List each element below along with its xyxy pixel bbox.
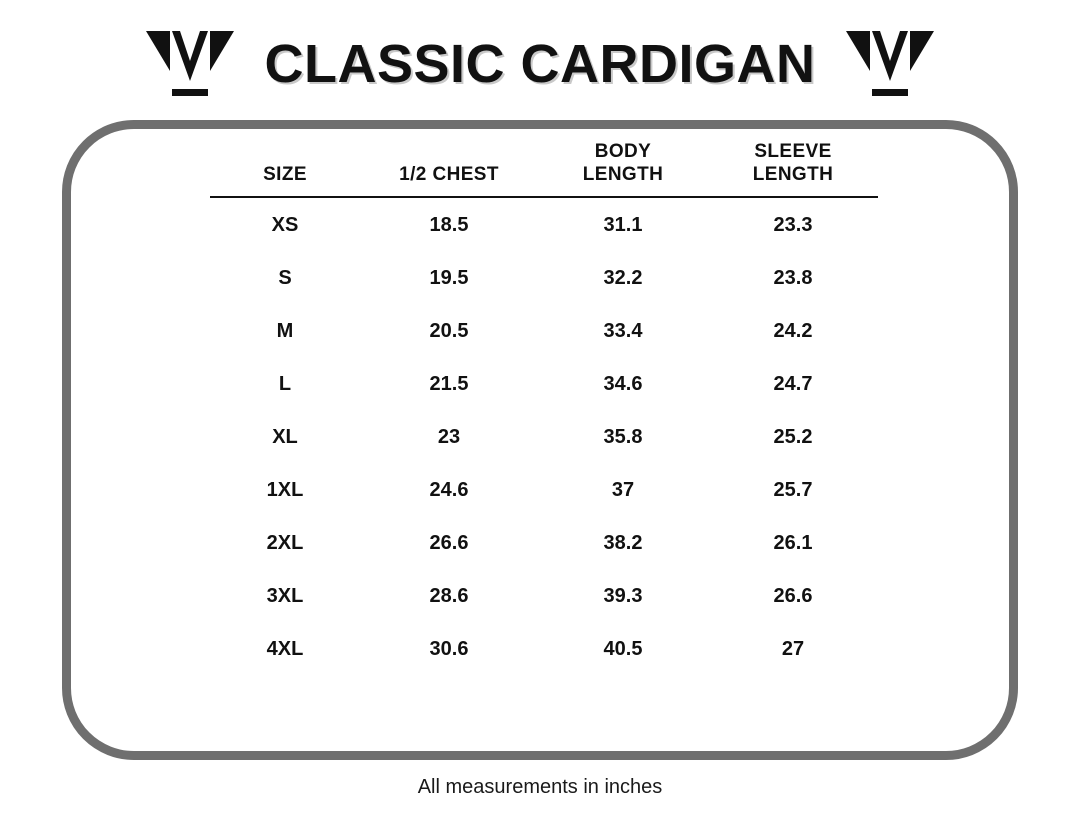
column-header-body-length-line1: BODY (594, 141, 652, 162)
m-logo-icon (842, 29, 938, 99)
header (0, 14, 1080, 114)
cell-body-length: 33.4 (603, 319, 643, 342)
cell-size: 4XL (266, 637, 304, 660)
column-header-half-chest (360, 136, 538, 197)
cell-size: L (278, 372, 292, 395)
table-row (210, 251, 878, 304)
column-header-sleeve-length-line2: LENGTH (752, 164, 834, 186)
cell-sleeve-length: 24.2 (773, 319, 813, 342)
cell-sleeve-length: 26.1 (773, 531, 813, 554)
cell-half-chest: 19.5 (429, 266, 469, 289)
table-row (210, 197, 878, 251)
table-header (210, 136, 878, 197)
table-row (210, 410, 878, 463)
table-row (210, 516, 878, 569)
column-header-sleeve-length-line1: SLEEVE (754, 141, 832, 162)
cell-body-length: 38.2 (603, 531, 643, 554)
cell-size: XS (271, 213, 299, 236)
cell-half-chest: 20.5 (429, 319, 469, 342)
size-table (210, 136, 878, 675)
column-header-half-chest-line1: 1/2 CHEST (399, 164, 499, 186)
cell-body-length: 40.5 (603, 637, 643, 660)
column-header-body-length-line2: LENGTH (582, 164, 664, 186)
cell-sleeve-length: 23.3 (773, 213, 813, 236)
cell-half-chest: 23 (437, 425, 461, 448)
table-row (210, 569, 878, 622)
cell-size: 3XL (266, 584, 304, 607)
size-table-container (210, 136, 878, 675)
page-title: CLASSIC CARDIGAN (264, 34, 816, 94)
cell-body-length: 37 (611, 478, 635, 501)
cell-sleeve-length: 25.7 (773, 478, 813, 501)
column-header-body-length (538, 136, 708, 197)
cell-size: 2XL (266, 531, 304, 554)
column-header-size (210, 136, 360, 197)
cell-body-length: 31.1 (603, 213, 643, 236)
cell-sleeve-length: 24.7 (773, 372, 813, 395)
cell-sleeve-length: 26.6 (773, 584, 813, 607)
cell-size: 1XL (266, 478, 304, 501)
measurements-footnote: All measurements in inches (417, 776, 663, 798)
table-row (210, 357, 878, 410)
table-body (210, 197, 878, 675)
table-row (210, 463, 878, 516)
cell-sleeve-length: 23.8 (773, 266, 813, 289)
table-row (210, 622, 878, 675)
cell-body-length: 34.6 (603, 372, 643, 395)
cell-half-chest: 28.6 (429, 584, 469, 607)
cell-half-chest: 18.5 (429, 213, 469, 236)
cell-half-chest: 26.6 (429, 531, 469, 554)
cell-body-length: 32.2 (603, 266, 643, 289)
column-header-size-line1: SIZE (263, 164, 307, 186)
cell-sleeve-length: 27 (781, 637, 805, 660)
cell-body-length: 35.8 (603, 425, 643, 448)
cell-size: M (276, 319, 294, 342)
table-header-row (210, 136, 878, 197)
table-row (210, 304, 878, 357)
m-logo-icon (142, 29, 238, 99)
cell-size: S (278, 266, 292, 289)
column-header-sleeve-length (708, 136, 878, 197)
cell-body-length: 39.3 (603, 584, 643, 607)
cell-half-chest: 24.6 (429, 478, 469, 501)
cell-half-chest: 30.6 (429, 637, 469, 660)
cell-half-chest: 21.5 (429, 372, 469, 395)
cell-sleeve-length: 25.2 (773, 425, 813, 448)
cell-size: XL (272, 425, 298, 448)
